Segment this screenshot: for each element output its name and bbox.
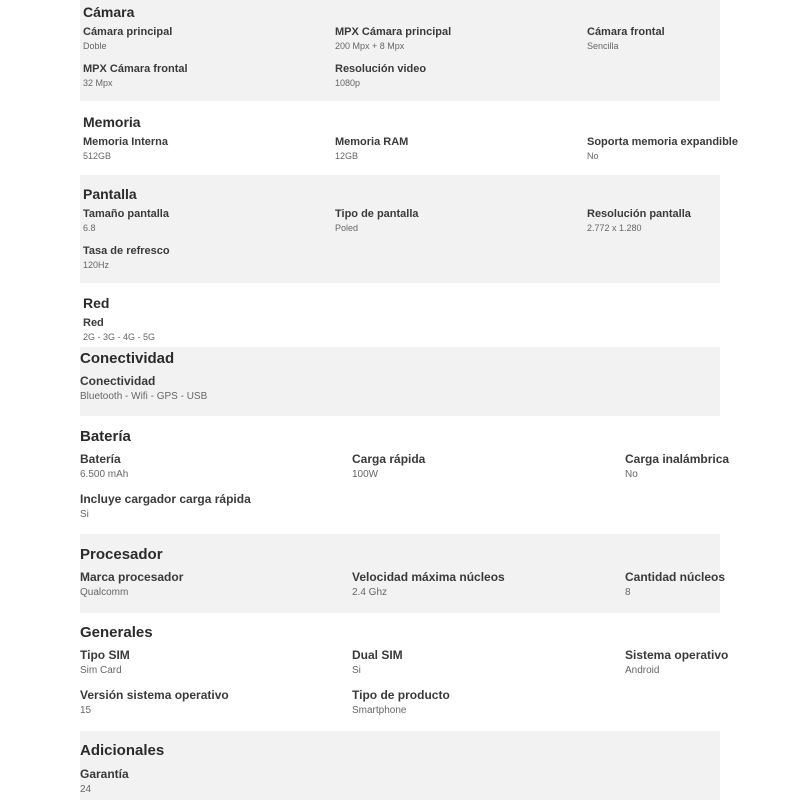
section-title-pantalla: Pantalla: [83, 186, 137, 202]
spec-value: 8: [625, 587, 631, 598]
spec-resolucion-pantalla: [587, 208, 691, 234]
spec-marca-procesador: [80, 570, 183, 599]
section-title-adicionales: Adicionales: [80, 742, 165, 759]
spec-tipo-producto: [352, 688, 450, 717]
spec-label: Cantidad núcleos: [625, 570, 726, 584]
section-adicionales: [80, 731, 720, 800]
section-title-bateria: Batería: [80, 428, 131, 445]
section-generales: [80, 613, 729, 731]
spec-label: Resolución pantalla: [587, 208, 691, 220]
spec-value: Poled: [335, 223, 359, 233]
spec-incluye-cargador: [80, 492, 251, 521]
spec-label: MPX Cámara principal: [335, 26, 452, 38]
spec-tipo-pantalla: [335, 208, 419, 234]
spec-label: Cámara frontal: [587, 26, 665, 38]
spec-value: No: [625, 469, 638, 480]
spec-label: Sistema operativo: [625, 648, 729, 662]
spec-label: Red: [83, 317, 104, 329]
spec-carga-inalambrica: [625, 452, 729, 481]
section-bateria: [80, 416, 730, 534]
spec-value: 200 Mpx + 8 Mpx: [335, 41, 405, 51]
spec-value: Doble: [83, 41, 107, 51]
section-memoria: [80, 101, 738, 175]
spec-bateria: [80, 452, 128, 481]
spec-label: Dual SIM: [352, 648, 403, 662]
spec-resolucion-video: [335, 63, 426, 89]
spec-cantidad-nucleos: [625, 570, 725, 599]
spec-value: 12GB: [335, 151, 359, 161]
spec-mpx-camara-principal: [335, 26, 451, 52]
spec-value: 2.772 x 1.280: [587, 223, 642, 233]
spec-value: 512GB: [83, 151, 112, 161]
section-title-conectividad: Conectividad: [80, 350, 175, 367]
spec-label: Marca procesador: [80, 570, 184, 584]
spec-value: 15: [80, 705, 92, 716]
spec-label: Tasa de refresco: [83, 245, 170, 257]
spec-value: Si: [352, 665, 361, 676]
spec-label: Cámara principal: [83, 26, 173, 38]
spec-value: Si: [80, 509, 89, 520]
spec-mpx-camara-frontal: [83, 63, 188, 89]
spec-label: Carga inalámbrica: [625, 452, 730, 466]
section-title-red: Red: [83, 295, 110, 311]
spec-memoria-ram: [335, 136, 408, 162]
spec-tamano-pantalla: [83, 208, 169, 234]
spec-label: Versión sistema operativo: [80, 688, 229, 702]
spec-value: 32 Mpx: [83, 78, 113, 88]
spec-label: Memoria Interna: [83, 136, 168, 148]
spec-red: [83, 317, 155, 343]
spec-velocidad-nucleos: [352, 570, 505, 599]
spec-value: 6.8: [83, 223, 96, 233]
spec-sistema-operativo: [625, 648, 728, 677]
spec-value: Qualcomm: [80, 587, 129, 598]
spec-label: Tamaño pantalla: [83, 208, 169, 220]
spec-value: Smartphone: [352, 705, 407, 716]
spec-conectividad: [80, 374, 207, 403]
section-pantalla: [80, 175, 720, 283]
section-procesador: [80, 534, 726, 613]
spec-dual-sim: [352, 648, 403, 677]
spec-label: Garantía: [80, 767, 129, 781]
spec-value: 100W: [352, 469, 379, 480]
spec-version-so: [80, 688, 229, 717]
spec-value: 1080p: [335, 78, 361, 88]
spec-value: 2.4 Ghz: [352, 587, 388, 598]
spec-value: 120Hz: [83, 260, 110, 270]
section-title-generales: Generales: [80, 624, 153, 641]
spec-label: Tipo de pantalla: [335, 208, 419, 220]
section-conectividad: [80, 347, 720, 416]
spec-camara-frontal: [587, 26, 665, 52]
spec-value: 6.500 mAh: [80, 469, 129, 480]
spec-label: Resolución video: [335, 63, 427, 75]
spec-label: Tipo SIM: [80, 648, 130, 662]
spec-label: Incluye cargador carga rápida: [80, 492, 251, 506]
spec-label: Carga rápida: [352, 452, 426, 466]
spec-value: Sencilla: [587, 41, 619, 51]
spec-value: Bluetooth - Wifi - GPS - USB: [80, 391, 208, 402]
section-title-procesador: Procesador: [80, 546, 163, 563]
spec-value: Android: [625, 665, 660, 676]
spec-value: No: [587, 151, 599, 161]
spec-tasa-refresco: [83, 245, 170, 271]
spec-label: Tipo de producto: [352, 688, 450, 702]
spec-value: 24: [80, 784, 92, 795]
spec-carga-rapida: [352, 452, 425, 481]
section-title-camara: Cámara: [83, 4, 135, 20]
spec-memoria-expandible: [587, 136, 738, 162]
section-red: [80, 283, 720, 347]
spec-value: Sim Card: [80, 665, 122, 676]
spec-camara-principal: [83, 26, 172, 52]
spec-garantia: [80, 767, 129, 796]
spec-value: 2G - 3G - 4G - 5G: [83, 332, 156, 342]
spec-label: MPX Cámara frontal: [83, 63, 188, 75]
spec-label: Batería: [80, 452, 121, 466]
spec-tipo-sim: [80, 648, 130, 677]
spec-memoria-interna: [83, 136, 168, 162]
section-camara: [80, 0, 720, 101]
spec-label: Velocidad máxima núcleos: [352, 570, 505, 584]
spec-label: Conectividad: [80, 374, 156, 388]
spec-label: Soporta memoria expandible: [587, 136, 738, 148]
spec-label: Memoria RAM: [335, 136, 409, 148]
section-title-memoria: Memoria: [83, 114, 141, 130]
